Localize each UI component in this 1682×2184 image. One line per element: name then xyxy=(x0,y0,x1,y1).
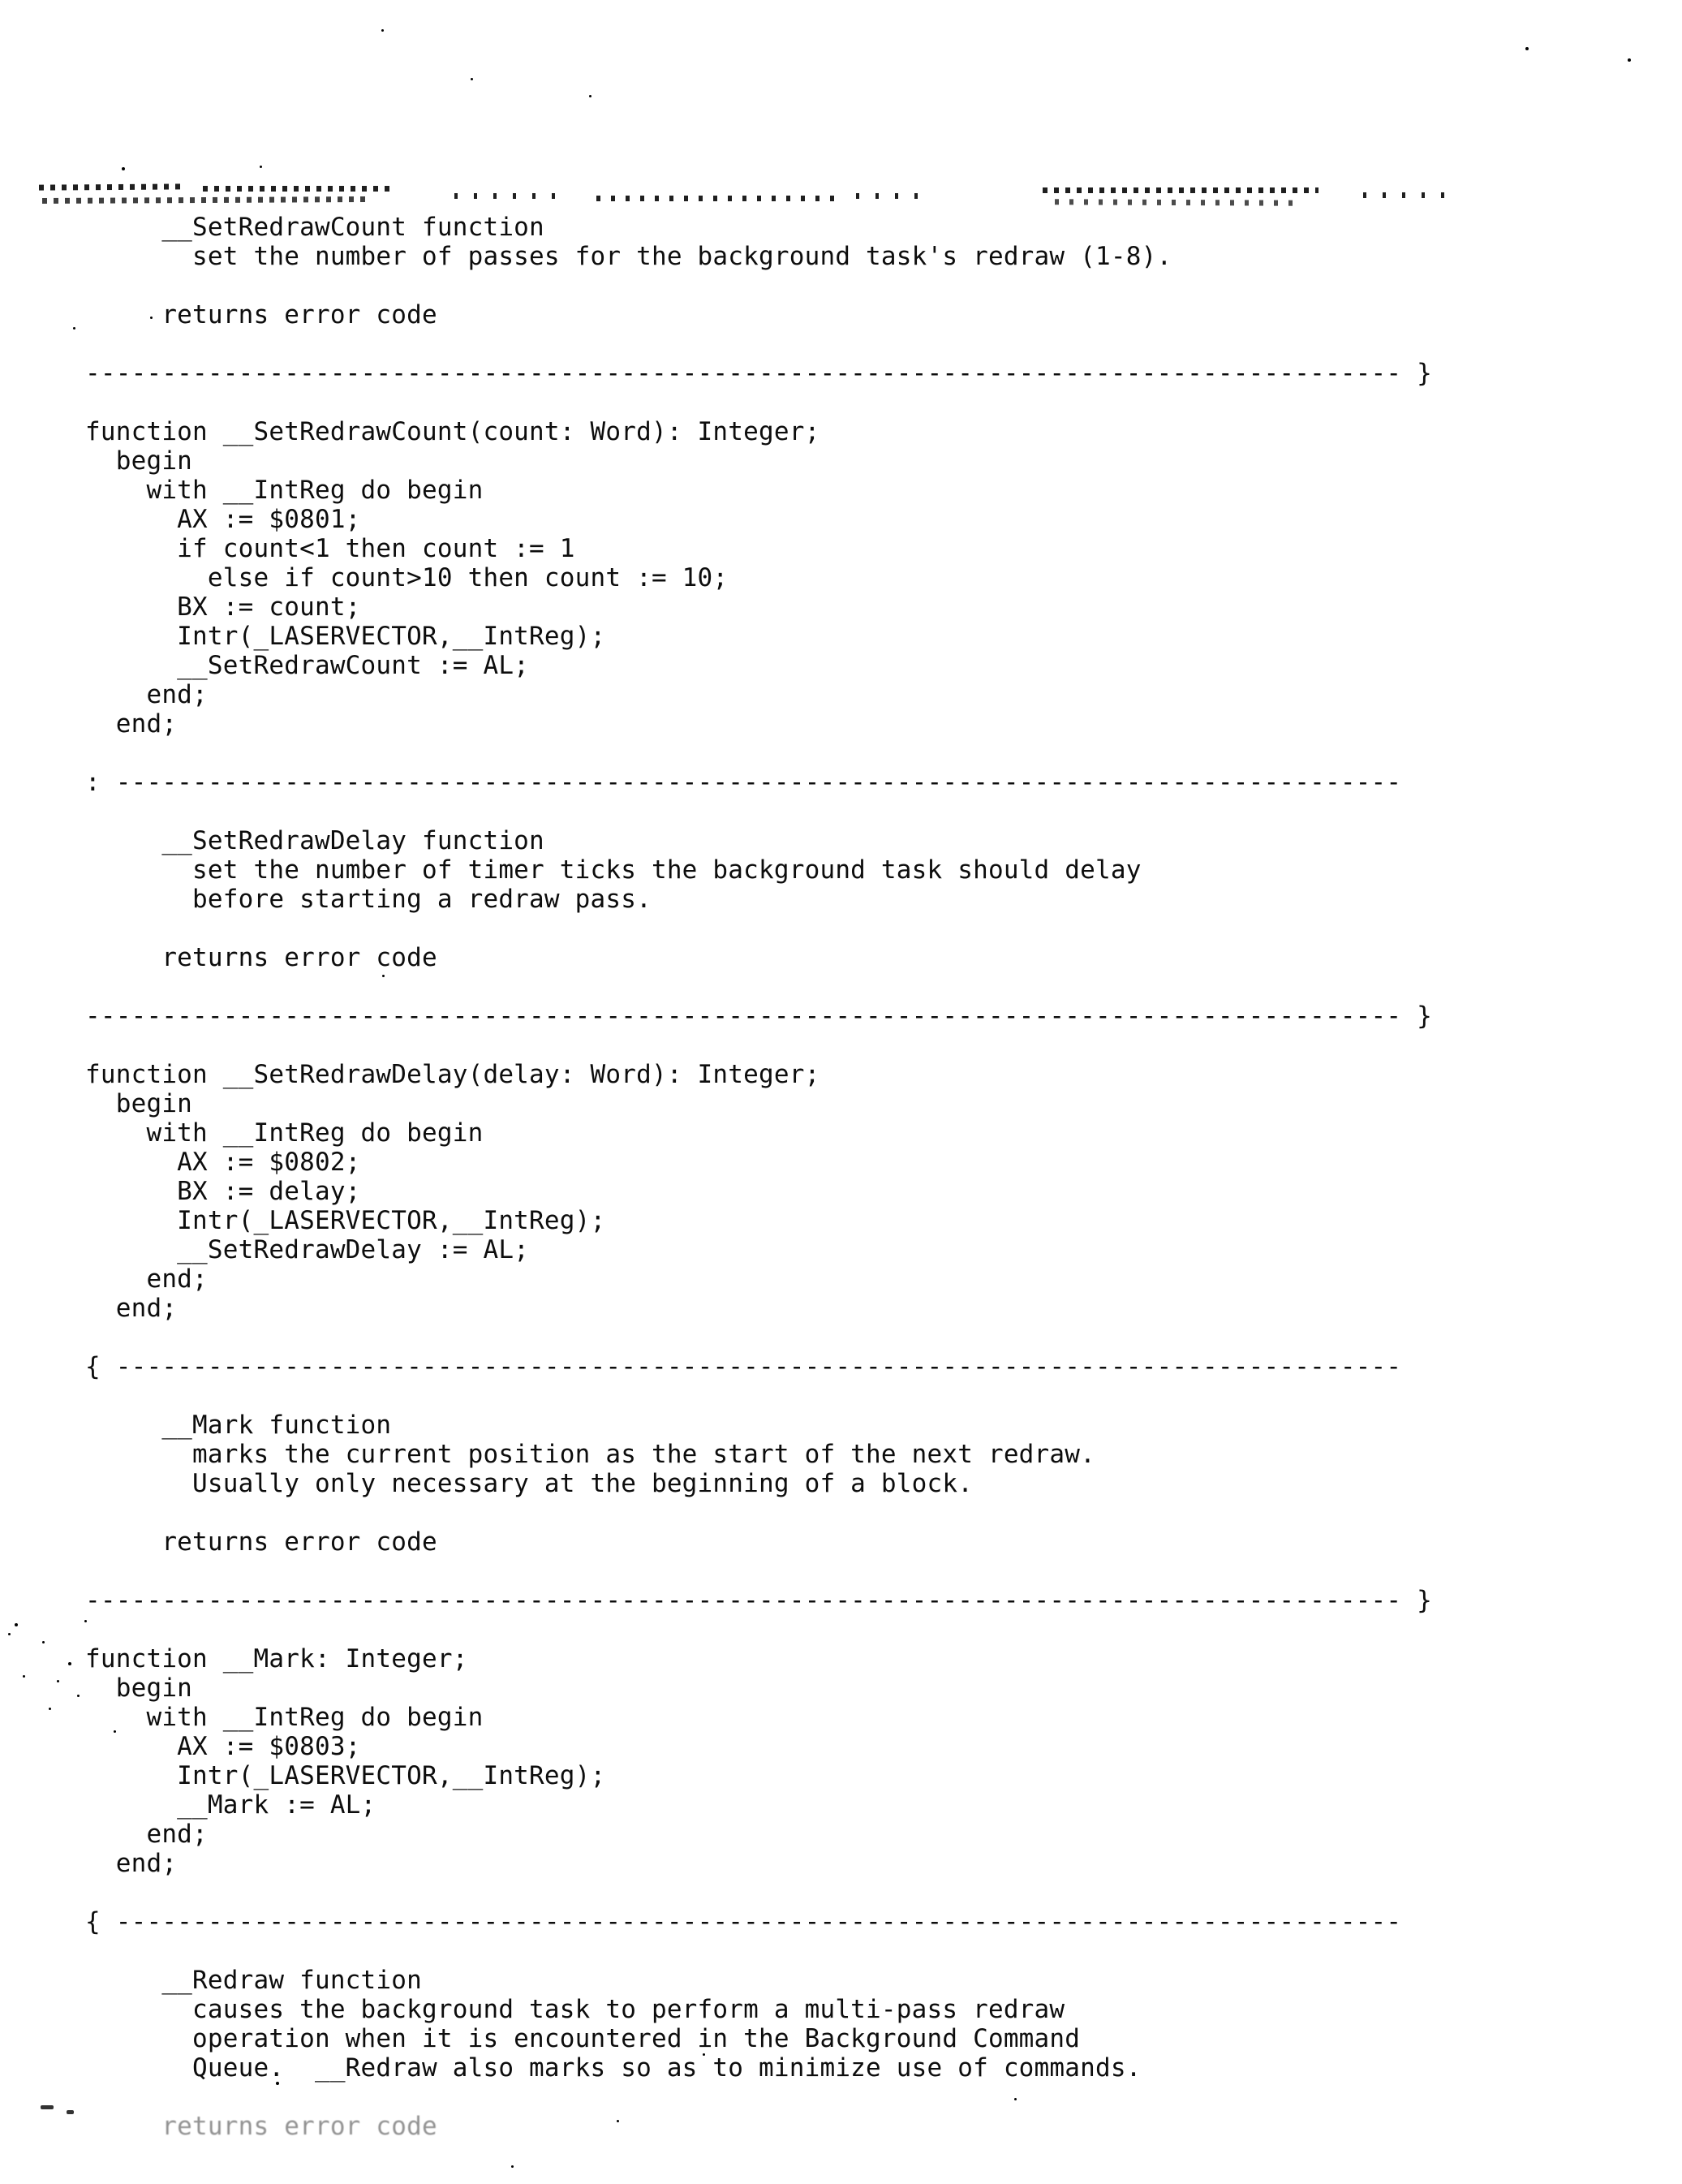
code-line: AX := $0801; xyxy=(85,505,361,534)
blank-line xyxy=(85,2083,1432,2112)
scan-noise xyxy=(454,193,560,199)
scan-speck xyxy=(57,1680,59,1682)
separator-line: -------------------------------------------------------------------------------------- } xyxy=(85,1002,1432,1031)
code-line: AX := $0802; xyxy=(85,1148,361,1177)
scan-mark xyxy=(67,2110,74,2114)
comment-line: returns error code xyxy=(85,2112,437,2141)
separator-line: -------------------------------------------------------------------------------------- } xyxy=(85,359,1432,388)
code-line: if count<1 then count := 1 xyxy=(85,534,575,563)
blank-line xyxy=(85,972,1432,1002)
comment-line: causes the background task to perform a multi-pass redraw xyxy=(85,1995,1065,2024)
comment-line: returns error code xyxy=(85,1527,437,1557)
comment-line: __SetRedrawCount function xyxy=(85,213,544,242)
scan-noise xyxy=(1055,199,1298,206)
scan-speck xyxy=(68,1662,71,1665)
scan-noise xyxy=(39,183,185,190)
blank-line xyxy=(85,1031,1432,1060)
separator-line: -------------------------------------------------------------------------------------- } xyxy=(85,1586,1432,1615)
code-line: function __SetRedrawDelay(delay: Word): Integer; xyxy=(85,1060,820,1089)
code-line: Intr(_LASERVECTOR,__IntReg); xyxy=(85,622,606,651)
code-line: else if count>10 then count := 10; xyxy=(85,563,729,592)
comment-line: returns error code xyxy=(85,300,437,330)
separator-line: { ------------------------------------------------------------------------------------ xyxy=(85,1907,1402,1936)
code-line: end; xyxy=(85,709,178,739)
code-line: BX := delay; xyxy=(85,1177,361,1206)
comment-line: Queue. __Redraw also marks so as to minimize use of commands. xyxy=(85,2053,1142,2083)
comment-line: __SetRedrawDelay function xyxy=(85,826,544,855)
blank-line xyxy=(85,330,1432,359)
comment-line: __Redraw function xyxy=(85,1966,422,1995)
code-line: begin xyxy=(85,1674,193,1703)
separator-line: { ------------------------------------------------------------------------------------ xyxy=(85,1352,1402,1381)
comment-line: operation when it is encountered in the Background Command xyxy=(85,2024,1081,2053)
comment-line: before starting a redraw pass. xyxy=(85,885,652,914)
blank-line xyxy=(85,1323,1432,1352)
code-line: end; xyxy=(85,1294,178,1323)
blank-line xyxy=(85,388,1432,417)
blank-line xyxy=(85,1615,1432,1644)
scan-speck xyxy=(73,327,75,330)
scan-noise xyxy=(596,196,840,201)
blank-line xyxy=(85,1381,1432,1411)
code-line: function __SetRedrawCount(count: Word): Integer; xyxy=(85,417,820,446)
scan-speck xyxy=(589,95,591,97)
scan-speck xyxy=(260,166,262,168)
code-line: with __IntReg do begin xyxy=(85,1703,484,1732)
scan-noise xyxy=(42,196,367,204)
blank-line xyxy=(85,1498,1432,1527)
comment-line: Usually only necessary at the beginning of a block. xyxy=(85,1469,974,1498)
scan-speck xyxy=(1628,58,1631,62)
blank-line xyxy=(85,797,1432,826)
code-line: end; xyxy=(85,1820,208,1849)
code-line: AX := $0803; xyxy=(85,1732,361,1761)
code-line: with __IntReg do begin xyxy=(85,476,484,505)
blank-line xyxy=(85,1878,1432,1907)
code-line: end; xyxy=(85,680,208,709)
comment-line: __Mark function xyxy=(85,1411,392,1440)
scan-noise xyxy=(203,186,389,192)
code-line: function __Mark: Integer; xyxy=(85,1644,468,1674)
code-line: begin xyxy=(85,446,193,476)
scan-speck xyxy=(381,29,384,32)
scan-speck xyxy=(8,1633,11,1635)
scan-speck xyxy=(471,78,473,80)
scan-noise xyxy=(1043,187,1318,193)
blank-line xyxy=(85,271,1432,300)
comment-line: marks the current position as the start of the next redraw. xyxy=(85,1440,1095,1469)
scan-speck xyxy=(122,167,125,170)
scan-noise xyxy=(856,193,929,199)
code-line: Intr(_LASERVECTOR,__IntReg); xyxy=(85,1206,606,1235)
code-line: __Mark := AL; xyxy=(85,1790,376,1820)
comment-line: returns error code xyxy=(85,943,437,972)
scan-speck xyxy=(77,1695,80,1697)
code-line: Intr(_LASERVECTOR,__IntReg); xyxy=(85,1761,606,1790)
code-line: begin xyxy=(85,1089,193,1118)
blank-line xyxy=(85,739,1432,768)
comment-line: set the number of timer ticks the background task should delay xyxy=(85,855,1142,885)
comment-line: set the number of passes for the background task's redraw (1-8). xyxy=(85,242,1172,271)
code-line: BX := count; xyxy=(85,592,361,622)
blank-line xyxy=(85,914,1432,943)
scan-speck xyxy=(42,1641,45,1643)
separator-line: : ------------------------------------------------------------------------------------ xyxy=(85,768,1402,797)
blank-line xyxy=(85,1936,1432,1966)
blank-line xyxy=(85,1557,1432,1586)
code-line: end; xyxy=(85,1264,208,1294)
scan-speck xyxy=(49,1708,51,1710)
code-line: __SetRedrawDelay := AL; xyxy=(85,1235,530,1264)
scan-speck xyxy=(23,1675,25,1678)
scan-noise xyxy=(1363,192,1452,198)
scan-speck xyxy=(15,1623,18,1626)
code-line: end; xyxy=(85,1849,178,1878)
scan-speck xyxy=(511,2165,514,2168)
code-line: with __IntReg do begin xyxy=(85,1118,484,1148)
scan-mark xyxy=(41,2105,54,2109)
scan-speck xyxy=(1525,47,1529,50)
code-listing xyxy=(85,213,1432,2141)
code-line: __SetRedrawCount := AL; xyxy=(85,651,530,680)
